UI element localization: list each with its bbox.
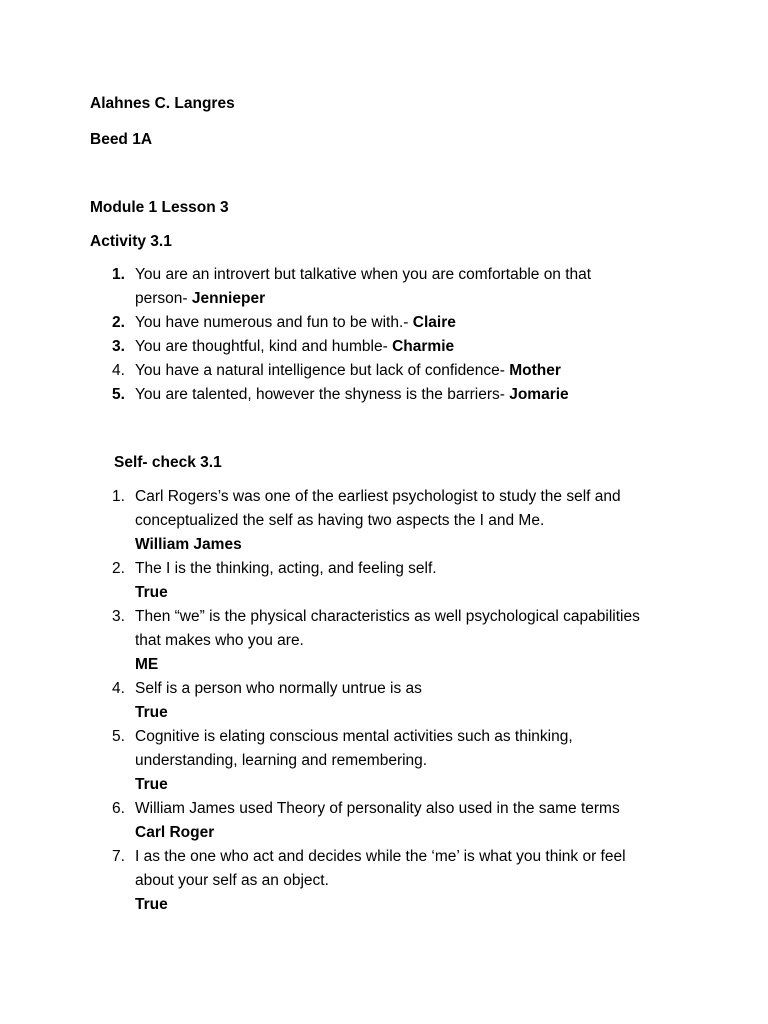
- item-answer: Claire: [412, 314, 456, 331]
- item-number: 7.: [112, 848, 125, 865]
- item-answer: ME: [135, 656, 159, 673]
- list-item: [90, 485, 690, 557]
- item-text: You are talented, however the shyness is the barriers-: [135, 386, 510, 403]
- item-text: I as the one who act and decides while the ‘me’ is what you think or feel about your self as an object.: [135, 848, 626, 889]
- list-item: [90, 605, 690, 677]
- item-text: William James used Theory of personality also used in the same terms: [135, 800, 620, 817]
- item-text: Carl Rogers’s was one of the earliest psychologist to study the self and conceptualized the self as having two aspects the I and Me.: [135, 488, 621, 529]
- item-text: The I is the thinking, acting, and feeling self.: [135, 560, 437, 577]
- list-item: [90, 845, 690, 917]
- activity-list: [90, 263, 690, 407]
- list-item: [90, 797, 690, 845]
- item-number: 4.: [112, 680, 125, 697]
- item-answer: Charmie: [392, 338, 455, 355]
- item-number: 5.: [112, 728, 125, 745]
- item-number: 6.: [112, 800, 125, 817]
- item-number: 3.: [112, 338, 125, 355]
- item-answer: True: [135, 896, 168, 913]
- student-section: Beed 1A: [90, 131, 153, 148]
- item-answer: True: [135, 704, 168, 721]
- item-text: Cognitive is elating conscious mental activities such as thinking, understanding, learning and remembering.: [135, 728, 573, 769]
- item-answer: True: [135, 776, 168, 793]
- selfcheck-list: [90, 485, 690, 917]
- item-answer: Jennieper: [191, 290, 266, 307]
- item-text: You have numerous and fun to be with.-: [135, 314, 413, 331]
- list-item: [90, 725, 690, 797]
- item-answer: True: [135, 584, 168, 601]
- activity-title: Activity 3.1: [90, 233, 172, 250]
- item-number: 2.: [112, 560, 125, 577]
- item-number: 4.: [112, 362, 125, 379]
- module-title: Module 1 Lesson 3: [90, 199, 229, 216]
- item-number: 3.: [112, 608, 125, 625]
- list-item: [90, 311, 690, 335]
- item-text: You have a natural intelligence but lack of confidence-: [135, 362, 510, 379]
- list-item: [90, 359, 690, 383]
- item-number: 1.: [112, 266, 125, 283]
- list-item: [90, 263, 690, 311]
- item-answer: Carl Roger: [135, 824, 215, 841]
- item-number: 1.: [112, 488, 125, 505]
- item-answer: Mother: [509, 362, 561, 379]
- item-number: 2.: [112, 314, 125, 331]
- item-answer: William James: [135, 536, 242, 553]
- list-item: [90, 335, 690, 359]
- list-item: [90, 677, 690, 725]
- item-number: 5.: [112, 386, 125, 403]
- item-text: Self is a person who normally untrue is as: [135, 680, 422, 697]
- list-item: [90, 383, 690, 407]
- item-answer: Jomarie: [509, 386, 569, 403]
- item-text: You are an introvert but talkative when you are comfortable on that person-: [135, 266, 592, 307]
- student-name: Alahnes C. Langres: [90, 95, 235, 112]
- list-item: [90, 557, 690, 605]
- item-text: Then “we” is the physical characteristics as well psychological capabilities that makes who you are.: [135, 608, 640, 649]
- item-text: You are thoughtful, kind and humble-: [135, 338, 393, 355]
- selfcheck-title: Self- check 3.1: [114, 454, 222, 471]
